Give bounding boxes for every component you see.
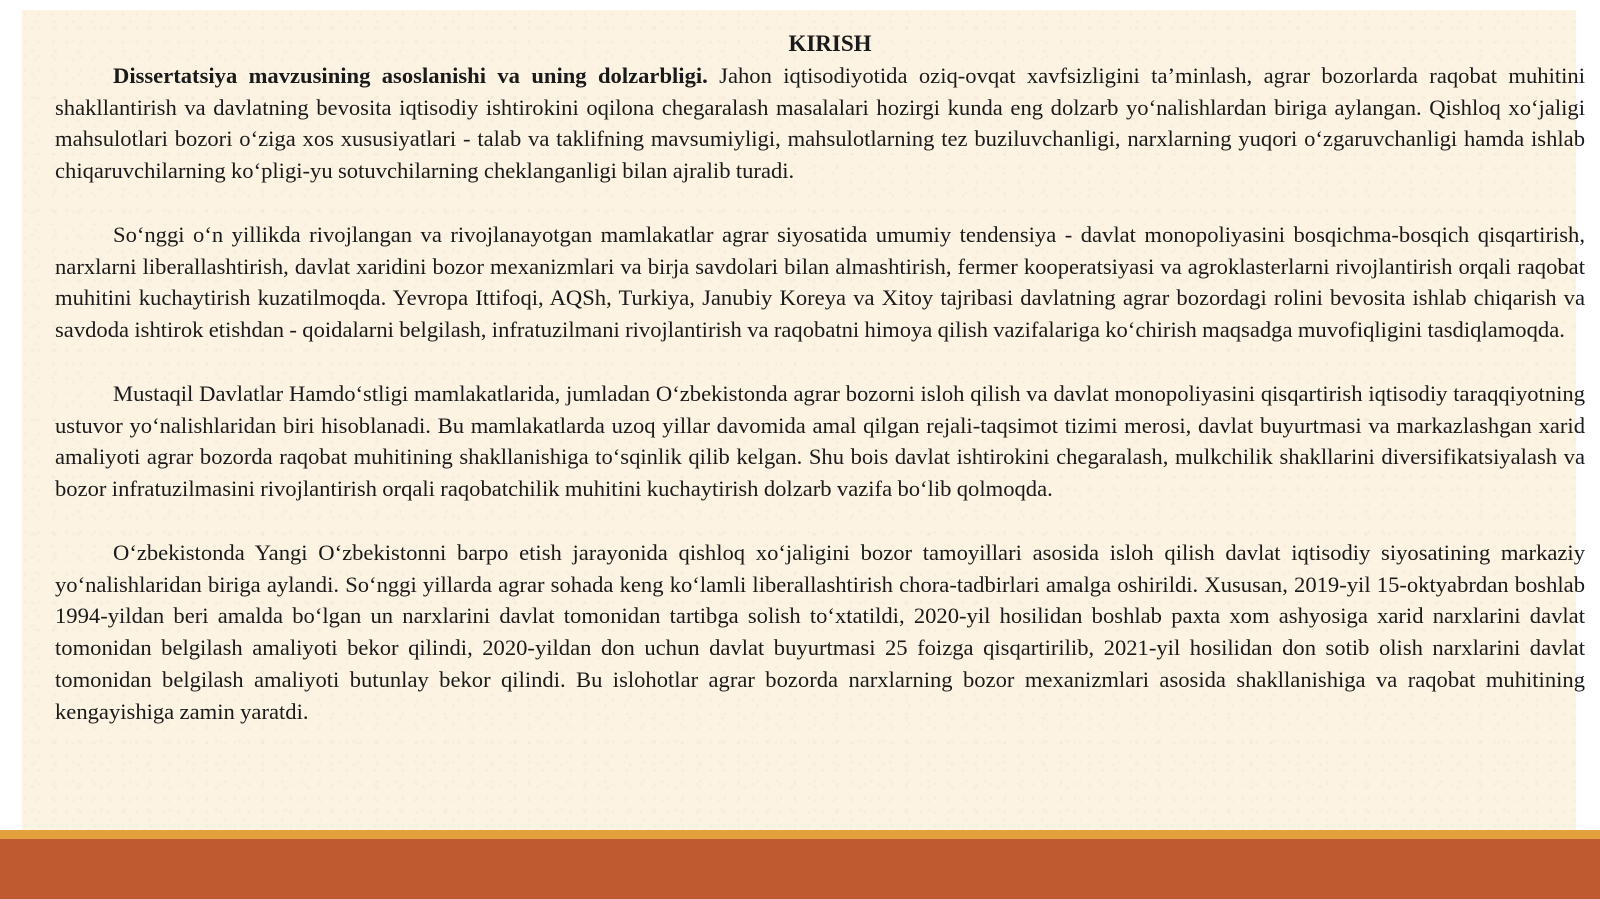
footer-accent-stripe <box>0 830 1600 839</box>
paragraph-1-text: Jahon iqtisodiyotida oziq-ovqat xavfsizligini ta’minlash, agrar bozorlarda raqobat muhitini shakllantirish va davlatning bevosita iqtisodiy ishtirokini oqilona chegaralash masalalari hozirgi kunda eng dolzarb yo‘nalishlardan biriga aylangan. Qishloq xo‘jaligi mahsulotlari bozori o‘ziga xos xususiyatlari - talab va taklifning mavsumiyligi, mahsulotlarning tez buziluvchanligi, narxlarning yuqori o‘zgaruvchanligi hamda ishlab chiqaruvchilarning ko‘pligi-yu sotuvchilarning cheklanganligi bilan ajralib turadi. <box>55 62 1585 184</box>
document-body <box>55 28 1585 728</box>
paragraph-3: Mustaqil Davlatlar Hamdo‘stligi mamlakatlarida, jumladan O‘zbekistonda agrar bozorni isloh qilish va davlat monopoliyasini qisqartirish iqtisodiy taraqqiyotning ustuvor yo‘nalishlaridan biri hisoblanadi. Bu mamlakatlarda uzoq yillar davomida amal qilgan rejali-taqsimot tizimi merosi, davlat buyurtmasi va markazlashgan xarid amaliyoti agrar bozorda raqobat muhitining shakllanishiga to‘sqinlik qilib kelgan. Shu bois davlat ishtirokini chegaralash, mulkchilik shakllarini diversifikatsiyalash va bozor infratuzilmasini rivojlantirish orqali raqobatchilik muhitini kuchaytirish dolzarb vazifa bo‘lib qolmoqda. <box>55 380 1585 502</box>
footer-bar <box>0 839 1600 899</box>
paragraph-1 <box>55 60 1585 187</box>
paragraph-4: O‘zbekistonda Yangi O‘zbekistonni barpo etish jarayonida qishloq xo‘jaligini bozor tamoyillari asosida isloh qilish davlat iqtisodiy siyosatining markaziy yo‘nalishlaridan biriga aylandi. So‘nggi yillarda agrar sohada keng ko‘lamli liberallashtirish chora-tadbirlari amalga oshirildi. Xususan, 2019-yil 15-oktyabrdan boshlab 1994-yildan beri amalda bo‘lgan un narxlarini davlat tomonidan tartibga solish to‘xtatildi, 2020-yil hosilidan boshlab paxta xom ashyosiga xarid narxlarini davlat tomonidan belgilash amaliyoti bekor qilindi, 2020-yildan don uchun davlat buyurtmasi 25 foizga qisqartirilib, 2021-yil hosilidan don sotib olish narxlarini davlat tomonidan belgilash amaliyoti butunlay bekor qilindi. Bu islohotlar agrar bozorda narxlarning bozor mexanizmlari asosida shakllanishiga va raqobat muhitining kengayishiga zamin yaratdi. <box>55 539 1585 724</box>
page-title: KIRISH <box>788 31 872 56</box>
paragraph-2: So‘nggi o‘n yillikda rivojlangan va rivojlanayotgan mamlakatlar agrar siyosatida umumiy tendensiya - davlat monopoliyasini bosqichma-bosqich qisqartirish, narxlarni liberallashtirish, davlat xaridini bozor mexanizmlari va birja savdolari bilan almashtirish, fermer kooperatsiyasi va agroklasterlarni rivojlantirish orqali raqobat muhitini kuchaytirish kuzatilmoqda. Yevropa Ittifoqi, AQSh, Turkiya, Janubiy Koreya va Xitoy tajribasi davlatning agrar bozordagi rolini bevosita ishlab chiqarish va savdoda ishtirok etishdan - qoidalarni belgilash, infratuzilmani rivojlantirish va raqobatni himoya qilish vazifalariga ko‘chirish maqsadga muvofiqligini tasdiqlamoqda. <box>55 221 1585 343</box>
slide-panel <box>22 10 1585 830</box>
paragraph-lead-bold: Dissertatsiya mavzusining asoslanishi va uning dolzarbligi. <box>113 62 708 88</box>
